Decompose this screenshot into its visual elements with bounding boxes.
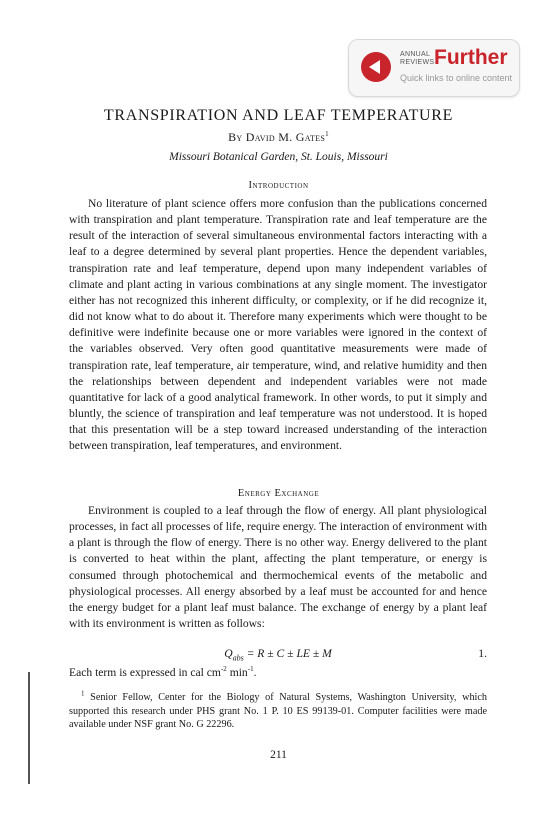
annual-reviews-wordmark: ANNUAL REVIEWS bbox=[400, 51, 435, 66]
introduction-body bbox=[69, 196, 487, 455]
footnote-mark: 1 bbox=[81, 689, 85, 698]
author-prefix: By bbox=[228, 130, 243, 144]
page-number: 211 bbox=[270, 749, 287, 761]
energy-budget-equation bbox=[69, 647, 487, 663]
introduction-paragraph: No literature of plant science offers more confusion than the publications concerned with transpiration and plant temperature. Transpiration rate and leaf temperature are the result of the interaction of several simultaneous environmental factors interacting with a leaf to a degree determined by several plant properties. Hence the dependent variables, transpiration rate and leaf temperature, depend upon many independent variables of climate and plant acting in various combinations at any single moment. The investigator either has not recognized this inherent difficulty, or complexity, or if he did recognize it, did not know what to do about it. Therefore many experiments which were thought to be definitive were indefinite because one or more variables were ignored in the context of the variables observed. Very often good quantitative measurements were made of transpiration rate, leaf temperature, air temperature, wind, and relative humidity and then the relationships between dependent and independent variables were not made quantitative for lack of a good analytical framework. In other words, to put it simply and bluntly, the science of transpiration and leaf temperature was not understood. It is hoped that this presentation will be a step toward increased understanding of the interaction between transpiration, leaf temperatures, and environment. bbox=[69, 197, 487, 453]
quick-links-label: Quick links to online content bbox=[400, 73, 513, 83]
author-name: David M. Gates bbox=[245, 130, 326, 144]
energy-exchange-body bbox=[69, 503, 487, 632]
units-statement: Each term is expressed in cal $cm^{-2}$ $\min^{-1}$. bbox=[69, 665, 257, 679]
footnote bbox=[69, 691, 487, 732]
annual-reviews-further-badge[interactable] bbox=[348, 39, 520, 97]
author-affiliation: Missouri Botanical Garden, St. Louis, Missouri bbox=[169, 151, 388, 163]
energy-exchange-paragraph: Environment is coupled to a leaf through the flow of energy. All plant physiological processes, in fact all processes of life, require energy. The interaction of environment with a plant is through the flow of energy. There is no other way. Energy delivered to the plant is converted to heat within the plant, affecting the plant temperature, or energy is consumed through photochemical and thermochemical events of the metabolic and physiological processes. All energy absorbed by a leaf must be accounted for and hence the energy budget for a plant leaf must balance. The exchange of energy by a plant leaf with its environment is written as follows: bbox=[69, 504, 487, 631]
section-heading-introduction: Introduction bbox=[248, 180, 309, 191]
equation-number: 1. bbox=[478, 647, 487, 660]
author-line bbox=[0, 130, 557, 145]
back-arrow-icon bbox=[361, 52, 391, 82]
margin-rule bbox=[28, 672, 30, 784]
article-title: TRANSPIRATION AND LEAF TEMPERATURE bbox=[103, 107, 454, 124]
further-label: Further bbox=[434, 46, 508, 69]
equation-text: $Q_{abs} = R \pm C$ ± LE ± M bbox=[224, 647, 332, 663]
author-footnote-mark: 1 bbox=[325, 130, 329, 138]
footnote-text: Senior Fellow, Center for the Biology of Natural Systems, Washington University, which supported this research under PHS grant No. 1 P. 10 ES 99139-01. Computer facilities were made available under NSF grant No. G 22296. bbox=[69, 692, 487, 731]
section-heading-energy-exchange: Energy Exchange bbox=[237, 488, 320, 499]
